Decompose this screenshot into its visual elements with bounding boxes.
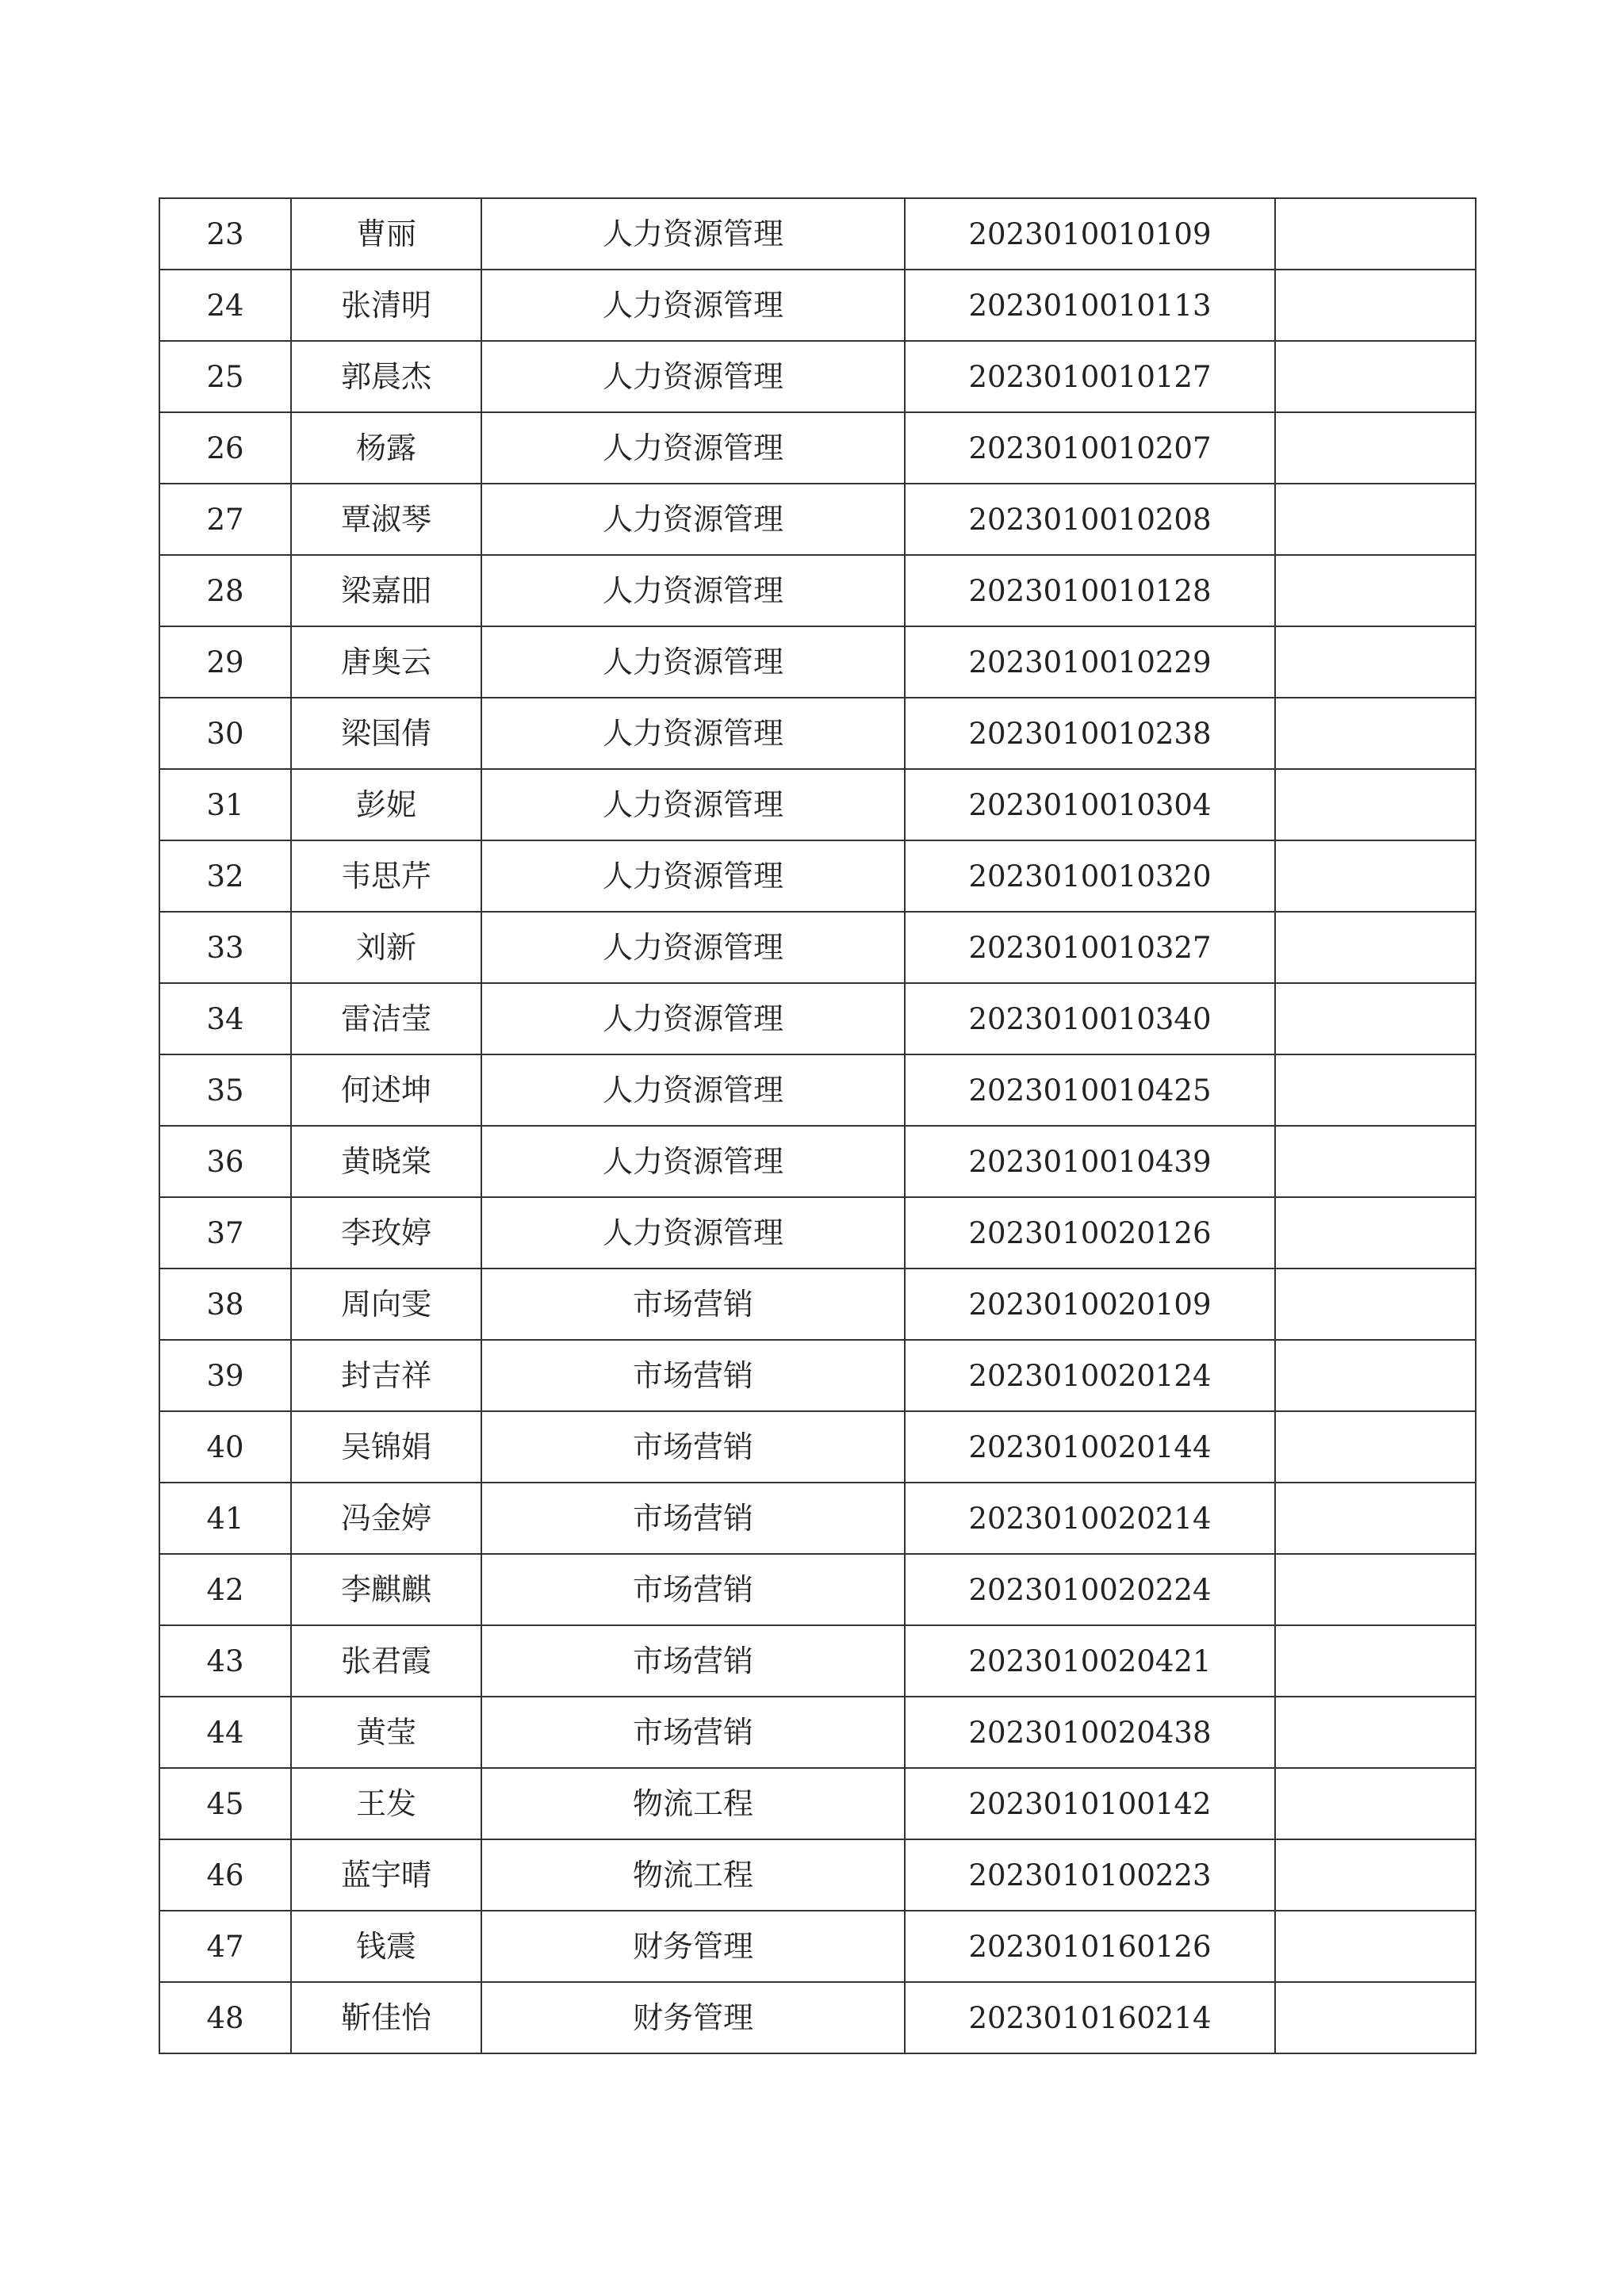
major-cell: 市场营销 [481,1483,905,1554]
roster-body [159,198,1476,2053]
table-row [159,1697,1476,1768]
student-id-cell: 2023010010439 [905,1126,1275,1197]
student-id-cell: 2023010010128 [905,555,1275,626]
major-cell: 市场营销 [481,1697,905,1768]
row-index-cell: 29 [159,626,291,698]
note-cell [1275,1340,1476,1411]
student-id-cell: 2023010010109 [905,198,1275,270]
note-cell [1275,1126,1476,1197]
major-cell: 物流工程 [481,1839,905,1911]
student-id-cell: 2023010020224 [905,1554,1275,1625]
table-row [159,1982,1476,2053]
major-cell: 市场营销 [481,1625,905,1697]
student-name-cell: 张君霞 [291,1625,481,1697]
major-cell: 人力资源管理 [481,698,905,769]
student-id-cell: 2023010010327 [905,912,1275,983]
table-row [159,1839,1476,1911]
student-name-cell: 周向雯 [291,1269,481,1340]
note-cell [1275,698,1476,769]
note-cell [1275,484,1476,555]
row-index-cell: 39 [159,1340,291,1411]
student-id-cell: 2023010010207 [905,412,1275,484]
row-index-cell: 26 [159,412,291,484]
table-row [159,1911,1476,1982]
note-cell [1275,1982,1476,2053]
major-cell: 人力资源管理 [481,1197,905,1269]
student-name-cell: 李麒麒 [291,1554,481,1625]
table-row [159,626,1476,698]
table-row [159,1768,1476,1839]
student-name-cell: 靳佳怡 [291,1982,481,2053]
student-name-cell: 彭妮 [291,769,481,840]
row-index-cell: 37 [159,1197,291,1269]
student-id-cell: 2023010100142 [905,1768,1275,1839]
row-index-cell: 30 [159,698,291,769]
major-cell: 人力资源管理 [481,198,905,270]
student-name-cell: 李玫婷 [291,1197,481,1269]
student-id-cell: 2023010020144 [905,1411,1275,1483]
note-cell [1275,840,1476,912]
student-name-cell: 曹丽 [291,198,481,270]
student-id-cell: 2023010010113 [905,270,1275,341]
student-id-cell: 2023010020421 [905,1625,1275,1697]
major-cell: 人力资源管理 [481,341,905,412]
student-name-cell: 封吉祥 [291,1340,481,1411]
major-cell: 市场营销 [481,1554,905,1625]
table-row [159,983,1476,1054]
table-row [159,555,1476,626]
major-cell: 人力资源管理 [481,555,905,626]
row-index-cell: 23 [159,198,291,270]
major-cell: 人力资源管理 [481,912,905,983]
note-cell [1275,341,1476,412]
note-cell [1275,769,1476,840]
student-name-cell: 杨露 [291,412,481,484]
row-index-cell: 44 [159,1697,291,1768]
note-cell [1275,1697,1476,1768]
student-name-cell: 梁嘉昍 [291,555,481,626]
student-name-cell: 郭晨杰 [291,341,481,412]
note-cell [1275,270,1476,341]
major-cell: 人力资源管理 [481,626,905,698]
row-index-cell: 42 [159,1554,291,1625]
major-cell: 市场营销 [481,1269,905,1340]
row-index-cell: 48 [159,1982,291,2053]
student-id-cell: 2023010160214 [905,1982,1275,2053]
row-index-cell: 47 [159,1911,291,1982]
student-id-cell: 2023010010238 [905,698,1275,769]
note-cell [1275,1839,1476,1911]
student-name-cell: 韦思芹 [291,840,481,912]
student-name-cell: 吴锦娟 [291,1411,481,1483]
note-cell [1275,1911,1476,1982]
student-id-cell: 2023010010320 [905,840,1275,912]
row-index-cell: 28 [159,555,291,626]
note-cell [1275,1554,1476,1625]
table-row [159,1197,1476,1269]
major-cell: 人力资源管理 [481,484,905,555]
major-cell: 财务管理 [481,1982,905,2053]
table-row [159,1554,1476,1625]
row-index-cell: 34 [159,983,291,1054]
student-name-cell: 梁国倩 [291,698,481,769]
note-cell [1275,1768,1476,1839]
row-index-cell: 32 [159,840,291,912]
major-cell: 物流工程 [481,1768,905,1839]
table-row [159,1411,1476,1483]
student-name-cell: 黄晓棠 [291,1126,481,1197]
table-row [159,270,1476,341]
table-row [159,840,1476,912]
row-index-cell: 40 [159,1411,291,1483]
table-row [159,912,1476,983]
student-roster-table [159,197,1477,2054]
student-id-cell: 2023010160126 [905,1911,1275,1982]
student-id-cell: 2023010010304 [905,769,1275,840]
student-name-cell: 黄莹 [291,1697,481,1768]
major-cell: 市场营销 [481,1411,905,1483]
student-name-cell: 王发 [291,1768,481,1839]
student-name-cell: 雷洁莹 [291,983,481,1054]
major-cell: 人力资源管理 [481,1126,905,1197]
major-cell: 人力资源管理 [481,769,905,840]
student-name-cell: 何述坤 [291,1054,481,1126]
major-cell: 人力资源管理 [481,840,905,912]
student-id-cell: 2023010020124 [905,1340,1275,1411]
table-row [159,484,1476,555]
student-id-cell: 2023010020214 [905,1483,1275,1554]
note-cell [1275,1269,1476,1340]
note-cell [1275,626,1476,698]
student-name-cell: 覃淑琴 [291,484,481,555]
student-id-cell: 2023010100223 [905,1839,1275,1911]
student-name-cell: 冯金婷 [291,1483,481,1554]
note-cell [1275,912,1476,983]
row-index-cell: 41 [159,1483,291,1554]
row-index-cell: 27 [159,484,291,555]
student-name-cell: 钱震 [291,1911,481,1982]
note-cell [1275,1054,1476,1126]
student-id-cell: 2023010010229 [905,626,1275,698]
row-index-cell: 46 [159,1839,291,1911]
note-cell [1275,1411,1476,1483]
major-cell: 人力资源管理 [481,412,905,484]
student-name-cell: 唐奥云 [291,626,481,698]
note-cell [1275,555,1476,626]
table-row [159,198,1476,270]
major-cell: 人力资源管理 [481,983,905,1054]
row-index-cell: 38 [159,1269,291,1340]
table-row [159,1269,1476,1340]
table-row [159,698,1476,769]
major-cell: 市场营销 [481,1340,905,1411]
table-row [159,1054,1476,1126]
student-id-cell: 2023010010340 [905,983,1275,1054]
table-row [159,769,1476,840]
major-cell: 人力资源管理 [481,270,905,341]
student-name-cell: 刘新 [291,912,481,983]
table-row [159,1625,1476,1697]
note-cell [1275,1483,1476,1554]
major-cell: 财务管理 [481,1911,905,1982]
note-cell [1275,983,1476,1054]
note-cell [1275,1197,1476,1269]
student-id-cell: 2023010020109 [905,1269,1275,1340]
row-index-cell: 35 [159,1054,291,1126]
student-id-cell: 2023010010127 [905,341,1275,412]
row-index-cell: 33 [159,912,291,983]
note-cell [1275,1625,1476,1697]
row-index-cell: 24 [159,270,291,341]
row-index-cell: 36 [159,1126,291,1197]
student-id-cell: 2023010010425 [905,1054,1275,1126]
row-index-cell: 45 [159,1768,291,1839]
note-cell [1275,198,1476,270]
table-row [159,1483,1476,1554]
table-row [159,341,1476,412]
row-index-cell: 25 [159,341,291,412]
student-id-cell: 2023010020438 [905,1697,1275,1768]
table-row [159,1126,1476,1197]
student-name-cell: 蓝宇晴 [291,1839,481,1911]
major-cell: 人力资源管理 [481,1054,905,1126]
row-index-cell: 43 [159,1625,291,1697]
row-index-cell: 31 [159,769,291,840]
student-id-cell: 2023010020126 [905,1197,1275,1269]
student-id-cell: 2023010010208 [905,484,1275,555]
note-cell [1275,412,1476,484]
table-row [159,1340,1476,1411]
student-name-cell: 张清明 [291,270,481,341]
table-row [159,412,1476,484]
